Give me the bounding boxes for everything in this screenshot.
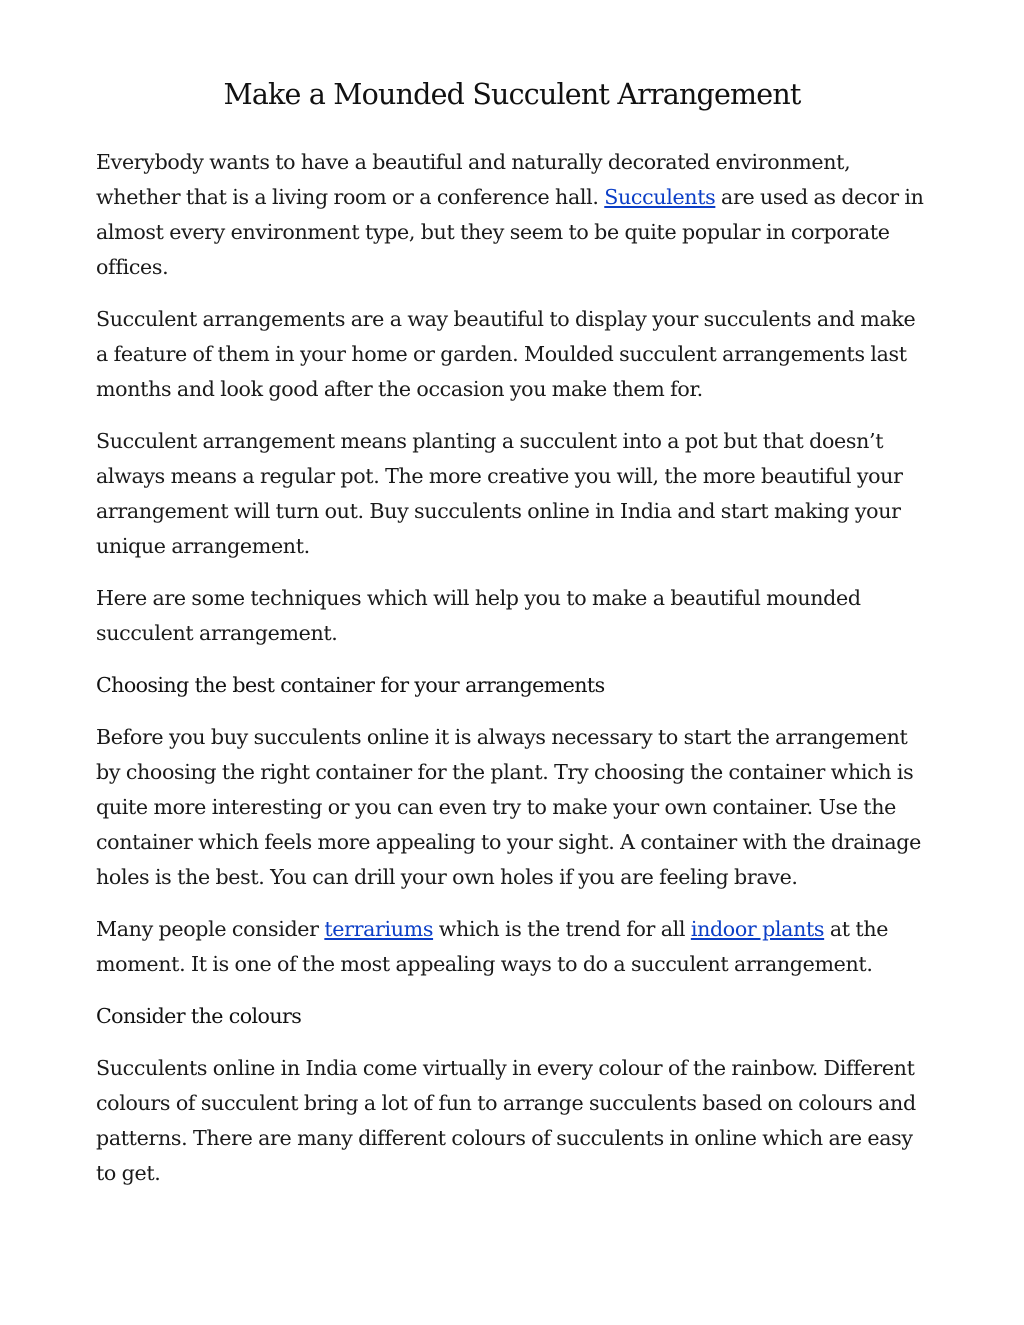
container-paragraph: Before you buy succulents online it is always necessary to start the arrangement by choosing the right container for the plant. Try choosing the container which is quite more interesting or you can even try to make your own container. Use the container which feels more appealing to your sight. A container with the drainage holes is the best. You can drill your own holes if you are feeling brave. [96, 725, 921, 889]
intro-paragraph [96, 145, 928, 285]
succulents-link[interactable]: Succulents [604, 185, 716, 209]
intro-text-after: are used as decor in almost every environment type, but they seem to be quite popular in corporate offices. [96, 185, 924, 279]
terrariums-text-after: at the moment. It is one of the most appealing ways to do a succulent arrangement. [96, 917, 889, 976]
page-title: Make a Mounded Succulent Arrangement [223, 78, 801, 111]
terrariums-link[interactable]: terrariums [324, 917, 434, 941]
intro-text-before: Everybody wants to have a beautiful and naturally decorated environment, whether that is a living room or a conference hall. [96, 150, 851, 209]
colours-heading: Consider the colours [96, 1004, 302, 1028]
terrariums-text-before: Many people consider [96, 917, 325, 941]
arrangement-meaning-paragraph: Succulent arrangement means planting a succulent into a pot but that doesn’t always means a regular pot. The more creative you will, the more beautiful your arrangement will turn out. Buy succulents online in India and start making your unique arrangement. [96, 429, 903, 558]
container-heading: Choosing the best container for your arrangements [96, 673, 605, 697]
colours-paragraph: Succulents online in India come virtually in every colour of the rainbow. Different colours of succulent bring a lot of fun to arrange succulents based on colours and patterns. There are many different colours of succulents in online which are easy to get. [96, 1056, 916, 1185]
arrangements-paragraph: Succulent arrangements are a way beautiful to display your succulents and make a feature of them in your home or garden. Moulded succulent arrangements last months and look good after the occasion you make them for. [96, 307, 916, 401]
techniques-paragraph: Here are some techniques which will help you to make a beautiful mounded succulent arrangement. [96, 586, 861, 645]
indoor-plants-link[interactable]: indoor plants [690, 917, 825, 941]
terrariums-text-middle: which is the trend for all [433, 917, 691, 941]
terrariums-paragraph [96, 912, 928, 982]
